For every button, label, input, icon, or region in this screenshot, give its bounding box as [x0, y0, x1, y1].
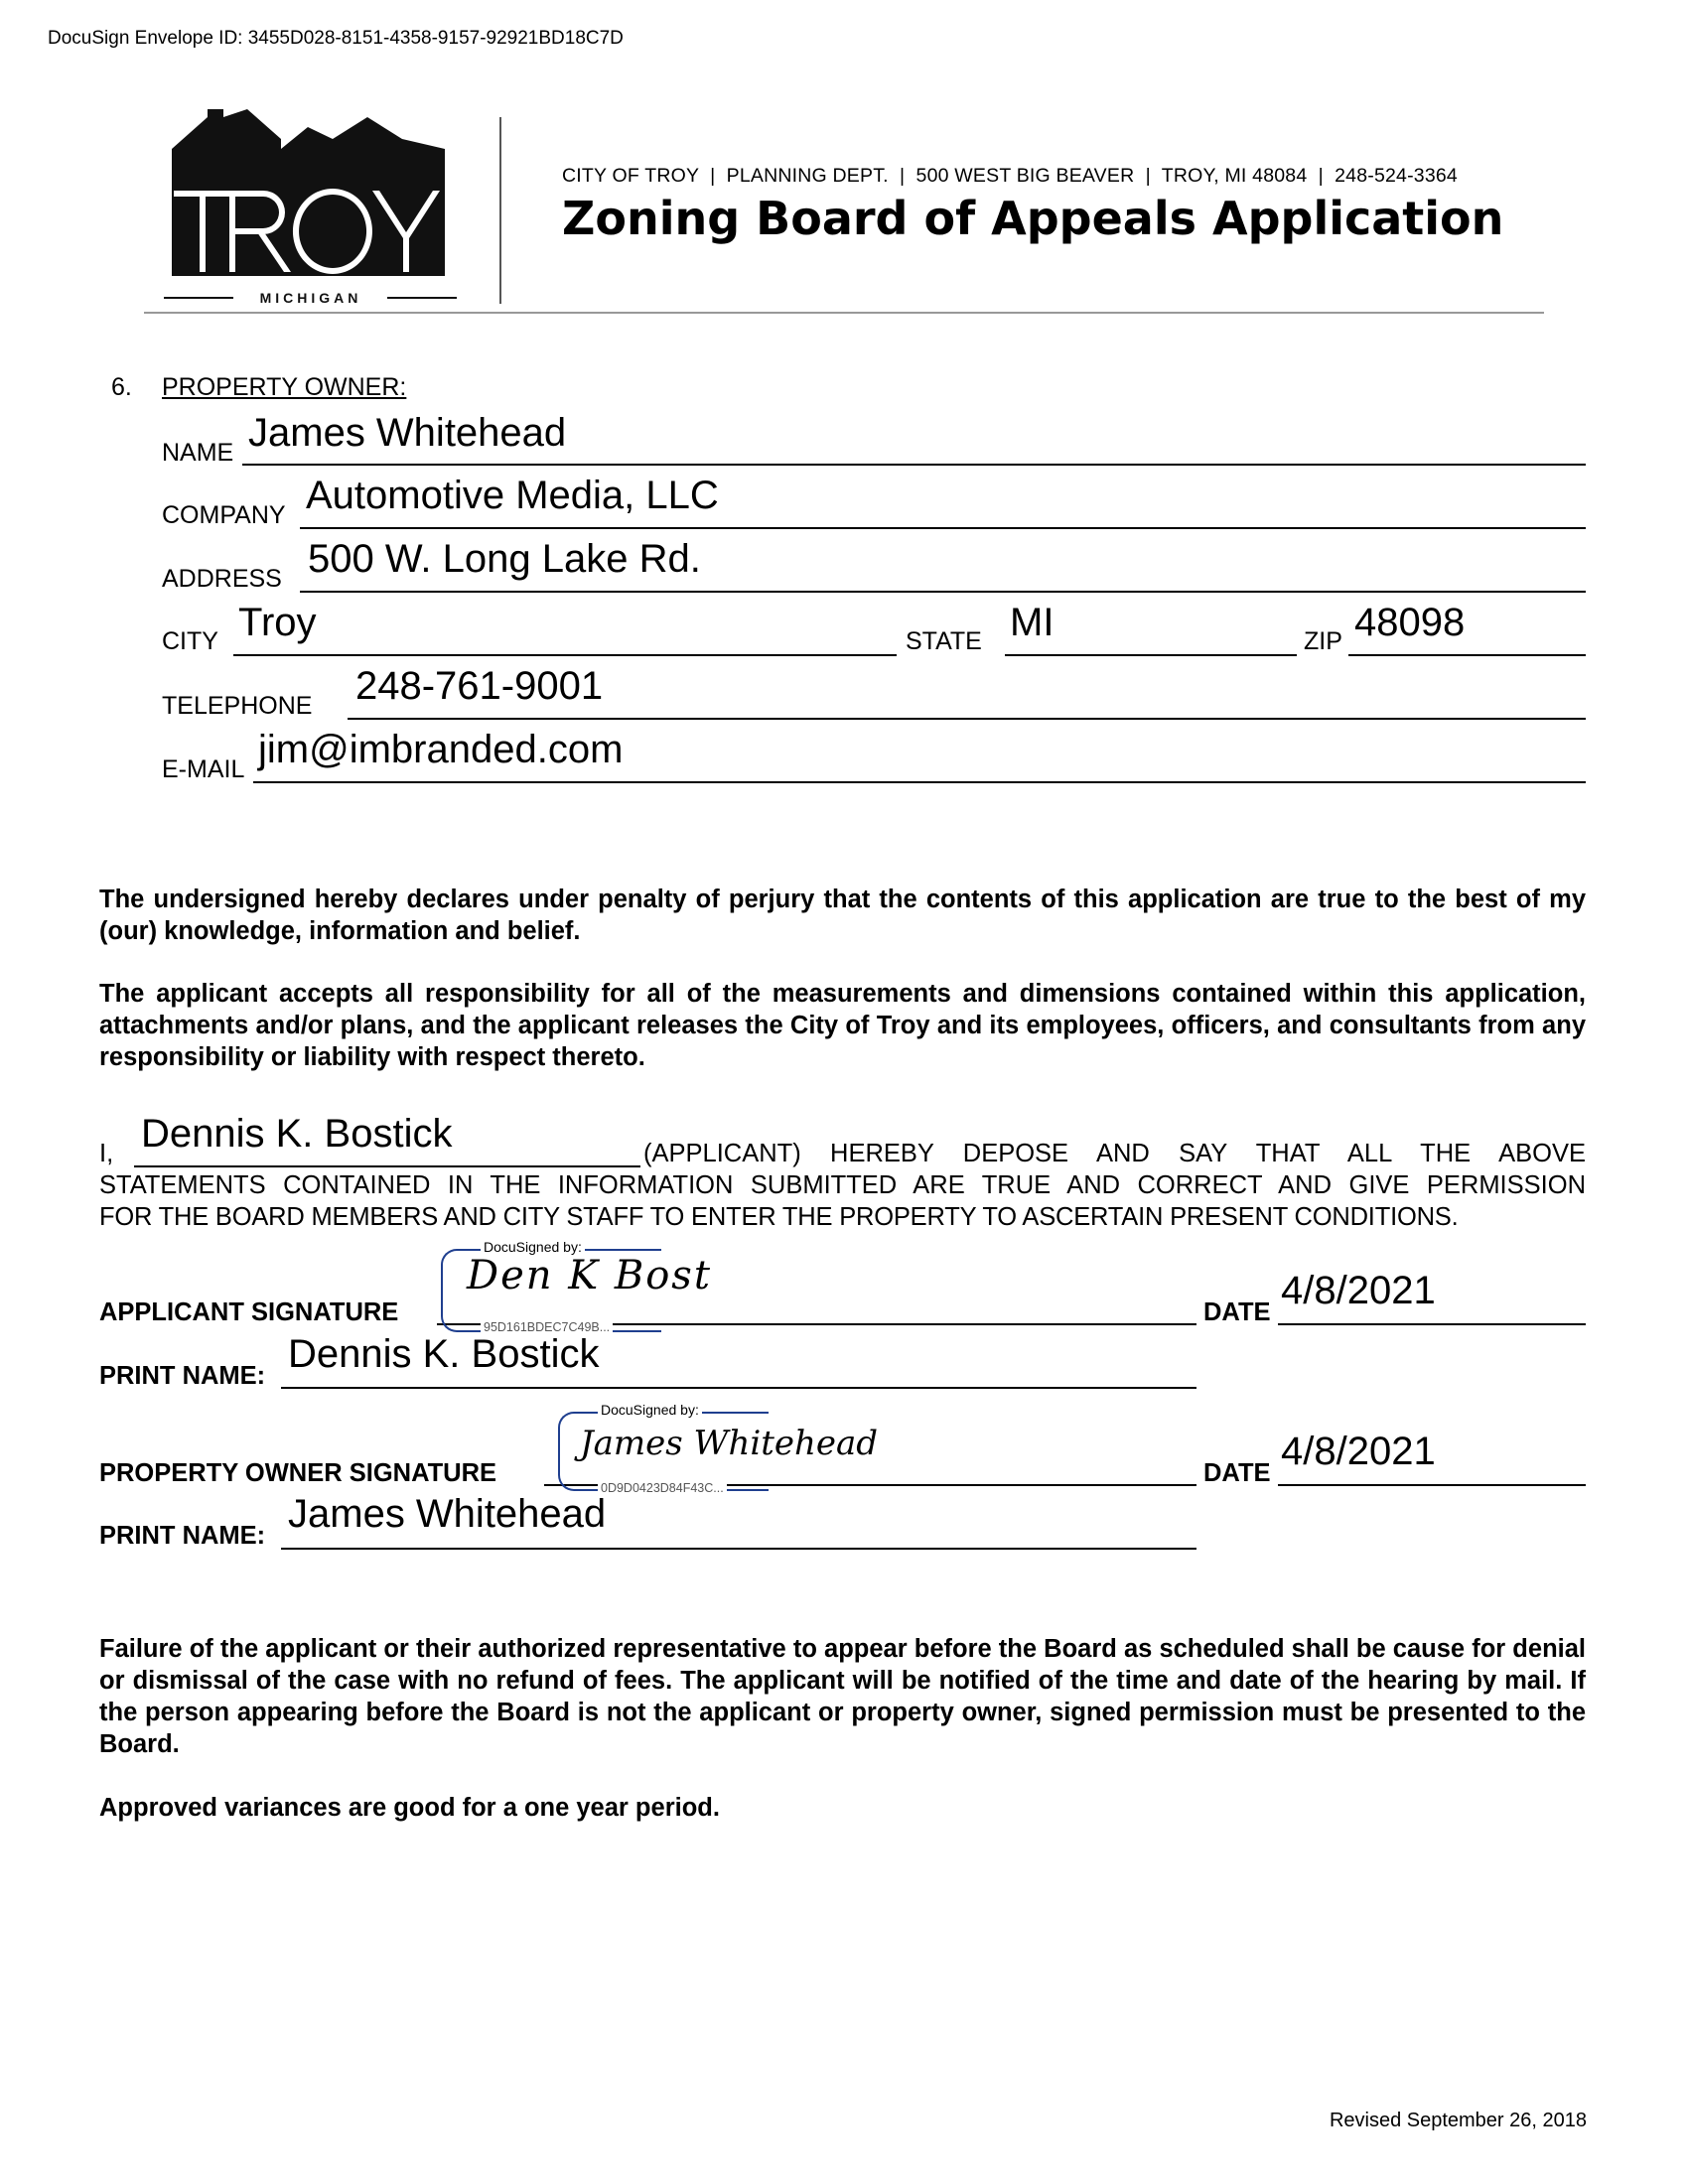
owner-date-label: DATE	[1203, 1459, 1271, 1487]
perjury-declaration: The undersigned hereby declares under penalty of perjury that the contents of this application are true to the best of my (our) knowledge, information and belief.	[99, 886, 1586, 945]
city-label: CITY	[162, 627, 218, 655]
name-field[interactable]: James Whitehead	[248, 411, 567, 455]
logo-roof-right	[281, 117, 445, 149]
header-city: CITY OF TROY	[562, 165, 699, 187]
city-underline	[233, 654, 897, 656]
depose-line-1: (APPLICANT) HEREBY DEPOSE AND SAY THAT ALL THE ABOVE	[643, 1140, 1586, 1167]
email-underline	[253, 781, 1586, 783]
applicant-print-name-label: PRINT NAME:	[99, 1362, 266, 1390]
address-label: ADDRESS	[162, 565, 282, 593]
address-field[interactable]: 500 W. Long Lake Rd.	[308, 537, 701, 581]
depose-prefix: I,	[99, 1140, 114, 1167]
applicant-signature[interactable]: Den K Bost	[467, 1253, 712, 1298]
telephone-field[interactable]: 248-761-9001	[355, 664, 604, 708]
state-field[interactable]: MI	[1010, 601, 1055, 644]
owner-docusigned-label: DocuSigned by:	[598, 1402, 702, 1418]
section-number: 6.	[111, 373, 132, 401]
envelope-id: DocuSign Envelope ID: 3455D028-8151-4358-9157-92921BD18C7D	[48, 28, 624, 49]
depose-line-3: FOR THE BOARD MEMBERS AND CITY STAFF TO ENTER THE PROPERTY TO ASCERTAIN PRESENT CONDITIONS.	[99, 1203, 1459, 1231]
section-title: PROPERTY OWNER:	[162, 373, 407, 401]
depose-name-underline	[134, 1165, 640, 1167]
owner-date[interactable]: 4/8/2021	[1281, 1430, 1436, 1473]
applicant-docusigned-label: DocuSigned by:	[481, 1239, 585, 1255]
city-field[interactable]: Troy	[238, 601, 317, 644]
state-underline	[1005, 654, 1297, 656]
email-field[interactable]: jim@imbranded.com	[258, 728, 624, 771]
applicant-signature-label: APPLICANT SIGNATURE	[99, 1298, 399, 1326]
depose-applicant-name[interactable]: Dennis K. Bostick	[141, 1112, 453, 1156]
telephone-label: TELEPHONE	[162, 692, 313, 720]
address-underline	[300, 591, 1586, 593]
owner-signature-label: PROPERTY OWNER SIGNATURE	[99, 1459, 497, 1487]
zip-label: ZIP	[1304, 627, 1342, 655]
applicant-print-name-underline	[281, 1387, 1196, 1389]
applicant-date[interactable]: 4/8/2021	[1281, 1269, 1436, 1312]
owner-date-underline	[1278, 1484, 1586, 1486]
owner-signature[interactable]: James Whitehead	[580, 1424, 879, 1463]
header-dept: PLANNING DEPT.	[726, 165, 889, 187]
header-divider	[499, 117, 501, 304]
company-field[interactable]: Automotive Media, LLC	[306, 474, 719, 517]
owner-print-name-label: PRINT NAME:	[99, 1522, 266, 1550]
applicant-print-name[interactable]: Dennis K. Bostick	[288, 1332, 600, 1376]
header-citystate: TROY, MI 48084	[1161, 165, 1308, 187]
owner-print-name[interactable]: James Whitehead	[288, 1492, 607, 1536]
logo-roof-left	[172, 109, 281, 149]
telephone-underline	[348, 718, 1586, 720]
failure-notice: Failure of the applicant or their authorized representative to appear before the Board as scheduled shall be cause for denial or dismissal of the case with no refund of fees. The applicant will be notified of the time and date of the hearing by mail. If the person appearing before the Board is not the applicant or property owner, signed permission must be presented to the Board.	[99, 1635, 1586, 1758]
company-label: COMPANY	[162, 501, 286, 529]
name-label: NAME	[162, 439, 234, 467]
owner-print-name-underline	[281, 1548, 1196, 1550]
owner-signature-id: 0D9D0423D84F43C...	[598, 1481, 727, 1495]
applicant-signature-id: 95D161BDEC7C49B...	[481, 1320, 613, 1334]
revised-date: Revised September 26, 2018	[1329, 2110, 1587, 2131]
header-phone: 248-524-3364	[1335, 165, 1458, 187]
logo-subtext: MICHIGAN	[259, 290, 362, 306]
header-street: 500 WEST BIG BEAVER	[915, 165, 1135, 187]
responsibility-declaration: The applicant accepts all responsibility for all of the measurements and dimensions contained within this application, attachments and/or plans, and the applicant releases the City of Troy and its employees, officers, and consultants from any responsibility or liability with respect thereto.	[99, 980, 1586, 1071]
troy-logo	[164, 109, 457, 308]
email-label: E-MAIL	[162, 755, 245, 783]
header-rule	[144, 312, 1544, 314]
state-label: STATE	[906, 627, 982, 655]
applicant-date-underline	[1278, 1323, 1586, 1325]
header-address: CITY OF TROY | PLANNING DEPT. | 500 WEST BIG BEAVER | TROY, MI 48084 | 248-524-3364	[562, 165, 1458, 187]
zip-field[interactable]: 48098	[1354, 601, 1466, 644]
company-underline	[300, 527, 1586, 529]
variances-notice: Approved variances are good for a one year period.	[99, 1794, 720, 1822]
applicant-date-label: DATE	[1203, 1298, 1271, 1326]
page-title: Zoning Board of Appeals Application	[562, 192, 1504, 245]
zip-underline	[1348, 654, 1586, 656]
name-underline	[242, 464, 1586, 466]
depose-line-2: STATEMENTS CONTAINED IN THE INFORMATION SUBMITTED ARE TRUE AND CORRECT AND GIVE PERMISSION	[99, 1171, 1586, 1199]
